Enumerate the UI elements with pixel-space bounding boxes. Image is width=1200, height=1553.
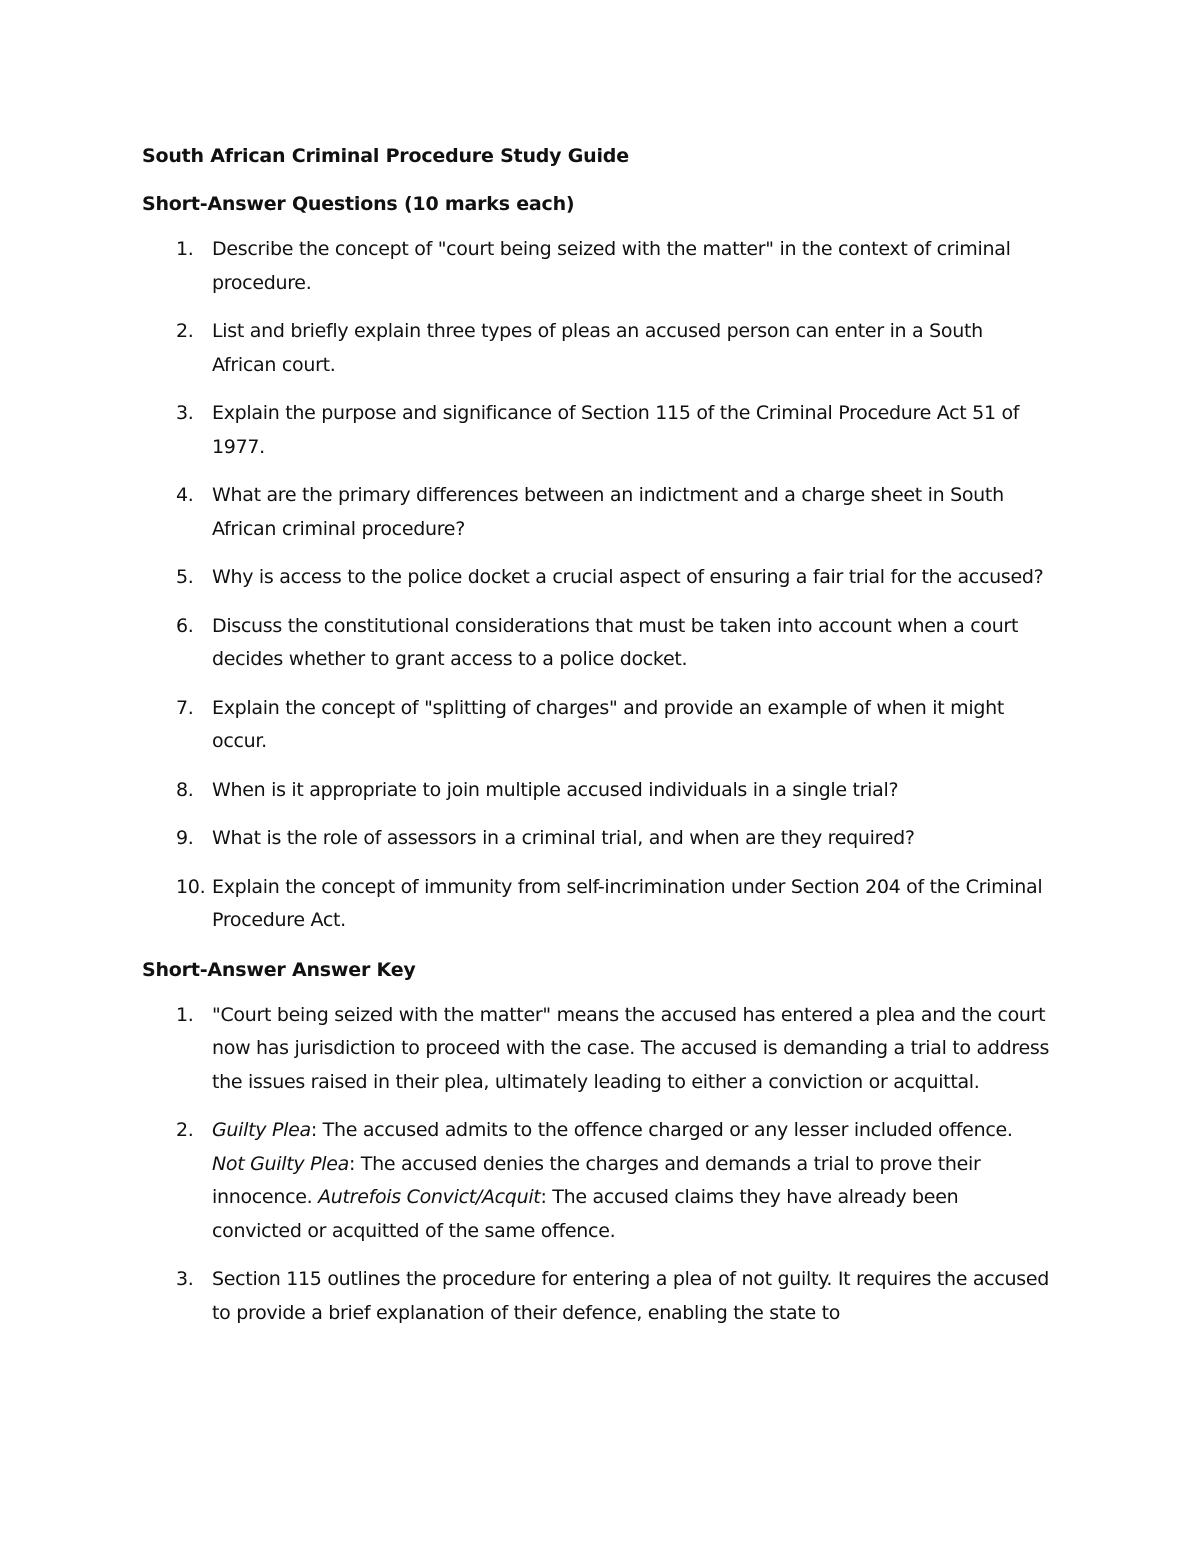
plea-desc-not-guilty: : The accused denies the charges and demands a trial to prove their innocence.: [212, 1152, 981, 1208]
document-title: South African Criminal Procedure Study Guide: [142, 145, 629, 167]
answer-text: Section 115 outlines the procedure for entering a plea of not guilty. It requires the accused to provide a brief explanation of their defence, enabling the state to: [212, 1268, 1049, 1324]
answer-text: "Court being seized with the matter" means the accused has entered a plea and the court now has jurisdiction to proceed with the case. The accused is demanding a trial to address the issues raised in their plea, ultimately leading to either a conviction or acquittal.: [212, 1003, 1050, 1093]
question-item: [142, 822, 1050, 856]
question-text: Explain the concept of immunity from self-incrimination under Section 204 of the Criminal Procedure Act.: [212, 875, 1043, 931]
question-text: What are the primary differences between an indictment and a charge sheet in South African criminal procedure?: [212, 484, 1004, 540]
answer-key-heading: Short-Answer Answer Key: [142, 958, 416, 981]
answer-number: 2.: [176, 1119, 194, 1141]
questions-list: [142, 233, 1050, 938]
questions-heading: Short-Answer Questions (10 marks each): [142, 193, 575, 215]
answers-list: [142, 999, 1050, 1331]
question-number: 7.: [176, 696, 194, 719]
plea-term-autrefois: Autrefois Convict/Acquit: [318, 1186, 541, 1208]
plea-term-guilty: Guilty Plea: [212, 1119, 311, 1141]
question-number: 10.: [176, 875, 206, 898]
question-item: [142, 610, 1050, 677]
question-number: 1.: [176, 238, 194, 260]
question-item: [142, 233, 1050, 300]
question-item: [142, 479, 1050, 546]
question-number: 3.: [176, 402, 194, 424]
question-text: List and briefly explain three types of pleas an accused person can enter in a South African court.: [212, 320, 983, 376]
plea-term-not-guilty: Not Guilty Plea: [212, 1152, 349, 1175]
question-item: [142, 774, 1050, 808]
answer-item: [142, 1263, 1050, 1330]
question-text: Why is access to the police docket a crucial aspect of ensuring a fair trial for the accused?: [212, 566, 1044, 588]
question-number: 5.: [176, 566, 194, 588]
question-text: When is it appropriate to join multiple accused individuals in a single trial?: [212, 778, 899, 801]
question-number: 6.: [176, 614, 194, 637]
question-number: 4.: [176, 484, 194, 506]
question-text: Discuss the constitutional considerations that must be taken into account when a court decides whether to grant access to a police docket.: [212, 614, 1019, 670]
question-item: [142, 397, 1050, 464]
answer-item: [142, 999, 1050, 1100]
question-number: 2.: [176, 320, 194, 342]
plea-desc-guilty: : The accused admits to the offence charged or any lesser included offence.: [310, 1119, 1013, 1141]
question-item: [142, 692, 1050, 759]
answer-number: 3.: [176, 1268, 194, 1290]
question-number: 8.: [176, 778, 194, 801]
question-text: Explain the purpose and significance of Section 115 of the Criminal Procedure Act 51 of 1977.: [212, 402, 1020, 458]
question-text: Describe the concept of "court being seized with the matter" in the context of criminal procedure.: [212, 238, 1011, 294]
question-item: [142, 871, 1050, 938]
question-text: What is the role of assessors in a criminal trial, and when are they required?: [212, 827, 915, 849]
answer-number: 1.: [176, 1003, 194, 1026]
question-item: [142, 315, 1050, 382]
plea-desc-autrefois: : The accused claims they have already been convicted or acquitted of the same offence.: [212, 1186, 959, 1242]
answer-item: [142, 1114, 1050, 1248]
question-text: Explain the concept of "splitting of charges" and provide an example of when it might occur.: [212, 696, 1004, 752]
question-number: 9.: [176, 827, 194, 849]
question-item: [142, 561, 1050, 595]
